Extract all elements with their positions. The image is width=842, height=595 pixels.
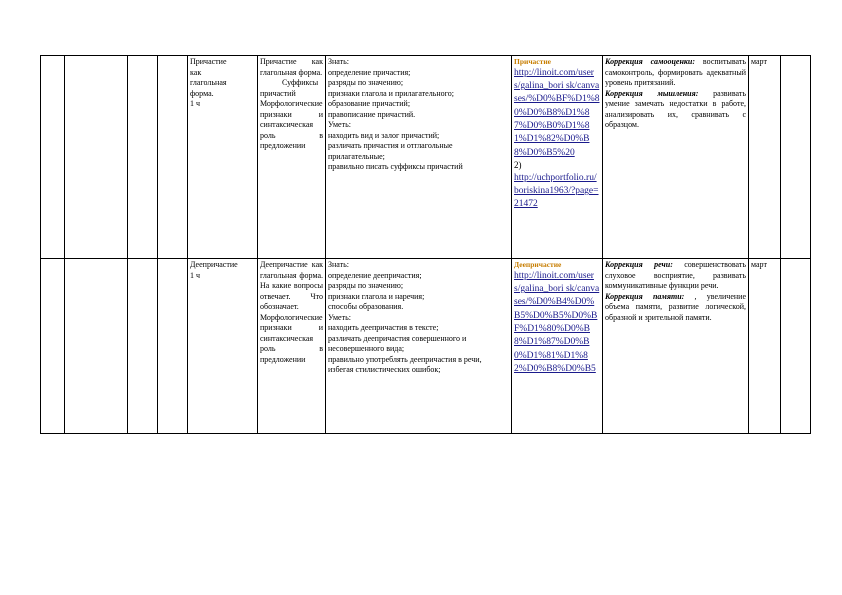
correction-label: Коррекция памяти: bbox=[605, 291, 685, 301]
knowledge-line: признаки глагола и наречия; bbox=[328, 291, 425, 301]
knowledge-line: Уметь: bbox=[328, 120, 351, 130]
topic-line: Деепричастие bbox=[190, 260, 238, 269]
topic-line: форма. bbox=[190, 88, 214, 98]
topic-cell bbox=[188, 259, 258, 434]
empty-cell bbox=[65, 56, 128, 259]
knowledge-line: Знать: bbox=[328, 260, 349, 269]
table-row bbox=[41, 56, 811, 259]
resource-title: Деепричастие bbox=[514, 260, 562, 269]
resource-link[interactable]: http://uchportfolio.ru/boriskina1963/?page=21472 bbox=[514, 172, 599, 210]
correction-text: воспитывать самоконтроль, формировать адекватный уровень притязаний. bbox=[605, 57, 746, 88]
correction-text: развивать умение замечать недостатки в работе, анализировать их, сравнивать с образцом. bbox=[605, 88, 746, 130]
knowledge-line: находить деепричастия в тексте; bbox=[328, 323, 439, 333]
correction-cell bbox=[603, 56, 749, 259]
knowledge-line: различать деепричастия совершенного и несовершенного вида; bbox=[328, 333, 467, 354]
lesson-plan-table bbox=[40, 55, 811, 434]
correction-block bbox=[605, 292, 746, 324]
topic-line: глагольная bbox=[190, 78, 227, 88]
topic-cell bbox=[188, 56, 258, 259]
content-line: Морфологические признаки и синтаксическая роль в предложении bbox=[260, 312, 323, 364]
empty-cell bbox=[128, 259, 158, 434]
empty-cell bbox=[65, 259, 128, 434]
row-number-cell bbox=[41, 56, 65, 259]
knowledge-line: определение причастия; bbox=[328, 67, 411, 77]
date-text: март bbox=[751, 57, 767, 66]
correction-block bbox=[605, 57, 746, 89]
content-line: Деепричастие как глагольная форма. На какие вопросы отвечает. Что обозначает. bbox=[260, 260, 323, 312]
resource-number: 2) bbox=[514, 159, 522, 170]
row-number-cell bbox=[41, 259, 65, 434]
date-cell bbox=[749, 56, 781, 259]
empty-cell bbox=[781, 259, 811, 434]
content-line: Суффиксы причастий bbox=[260, 78, 319, 98]
knowledge-line: правописание причастий. bbox=[328, 109, 416, 119]
correction-text: совершенствовать слуховое восприятие, развивать коммуникативные функции речи. bbox=[605, 260, 746, 291]
knowledge-line: разряды по значению; bbox=[328, 78, 404, 88]
knowledge-line: Знать: bbox=[328, 57, 349, 66]
empty-cell bbox=[781, 56, 811, 259]
knowledge-line: способы образования. bbox=[328, 302, 404, 312]
knowledge-line: разряды по значению; bbox=[328, 281, 404, 291]
knowledge-line: образование причастий; bbox=[328, 99, 411, 109]
knowledge-line: различать причастия и отглагольные прилагательные; bbox=[328, 141, 453, 161]
table-row bbox=[41, 259, 811, 434]
content-cell bbox=[258, 56, 326, 259]
topic-line: как bbox=[190, 67, 202, 77]
correction-label: Коррекция мышления: bbox=[605, 88, 699, 98]
content-line: Морфологические признаки и синтаксическая роль в предложении bbox=[260, 99, 323, 151]
correction-block bbox=[605, 260, 746, 292]
content-line: Причастие как глагольная форма. bbox=[260, 57, 323, 77]
correction-block bbox=[605, 89, 746, 131]
topic-hours: 1 ч bbox=[190, 270, 201, 280]
knowledge-cell bbox=[326, 56, 512, 259]
knowledge-line: Уметь: bbox=[328, 312, 351, 322]
empty-cell bbox=[158, 259, 188, 434]
content-cell bbox=[258, 259, 326, 434]
topic-hours: 1 ч bbox=[190, 99, 201, 109]
resource-link[interactable]: http://linoit.com/users/galina_bori sk/canvases/%D0%BF%D1%80%D0%B8%D1%87%D0%B0%D1%81%D1%82%D0%B8%D0%B5%20 bbox=[514, 67, 600, 158]
date-text: март bbox=[751, 260, 767, 269]
correction-text: , увеличение объема памяти, развитие логической, образной и зрительной памяти. bbox=[605, 291, 746, 322]
resources-cell bbox=[512, 56, 603, 259]
empty-cell bbox=[128, 56, 158, 259]
correction-label: Коррекция самооценки: bbox=[605, 57, 696, 66]
knowledge-line: правильно писать суффиксы причастий bbox=[328, 162, 463, 172]
correction-label: Коррекция речи: bbox=[605, 260, 673, 269]
knowledge-line: правильно употреблять деепричастия в речи, избегая стилистических ошибок; bbox=[328, 354, 482, 375]
knowledge-line: определение деепричастия; bbox=[328, 270, 422, 280]
resource-link[interactable]: http://linoit.com/users/galina_bori sk/canvases/%D0%B4%D0%B5%D0%B5%D0%BF%D1%80%D0%B8%D1%87%D0%B0%D1%81%D1%82%D0%B8%D0%B5 bbox=[514, 270, 600, 374]
empty-cell bbox=[158, 56, 188, 259]
knowledge-line: признаки глагола и прилагательного; bbox=[328, 88, 454, 98]
resource-title: Причастие bbox=[514, 57, 551, 66]
date-cell bbox=[749, 259, 781, 434]
resources-cell bbox=[512, 259, 603, 434]
knowledge-line: находить вид и залог причастий; bbox=[328, 130, 440, 140]
correction-cell bbox=[603, 259, 749, 434]
knowledge-cell bbox=[326, 259, 512, 434]
topic-line: Причастие bbox=[190, 57, 227, 66]
